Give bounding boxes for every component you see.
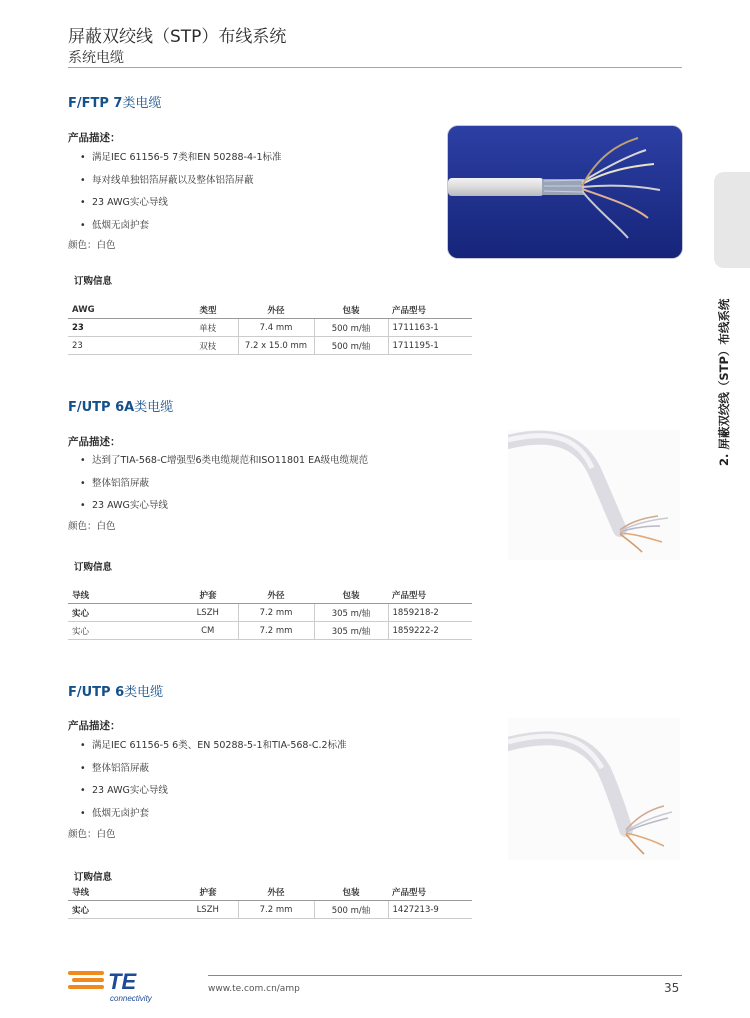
feature-item: • 整体铝箔屏蔽 bbox=[80, 763, 347, 786]
footer-url-link[interactable]: www.te.com.cn/amp bbox=[208, 984, 300, 994]
order-table bbox=[68, 587, 472, 640]
cable-illustration bbox=[508, 430, 680, 560]
table-cell: 7.2 mm bbox=[238, 901, 314, 919]
te-connectivity-logo[interactable] bbox=[68, 965, 168, 1005]
product-description-label: 产品描述： bbox=[68, 436, 121, 448]
page-title: 屏蔽双绞线（STP）布线系统 bbox=[68, 27, 287, 47]
table-cell: 1859222-2 bbox=[388, 622, 472, 640]
table-cell: 23 bbox=[68, 337, 178, 355]
feature-item: • 满足IEC 61156-5 7类和EN 50288-4-1标准 bbox=[80, 152, 282, 175]
color-info: 颜色：白色 bbox=[68, 829, 116, 840]
table-cell: LSZH bbox=[178, 604, 238, 622]
cable-illustration bbox=[508, 718, 680, 860]
col-header: 包装 bbox=[314, 884, 388, 901]
order-table bbox=[68, 884, 472, 919]
footer-divider bbox=[208, 975, 682, 976]
table-cell: 7.2 mm bbox=[238, 604, 314, 622]
te-logo-icon bbox=[68, 965, 168, 1005]
table-cell: LSZH bbox=[178, 901, 238, 919]
cable-photo-futp6a bbox=[508, 430, 680, 560]
cable-illustration bbox=[448, 126, 682, 258]
feature-item: • 低烟无卤护套 bbox=[80, 808, 347, 831]
order-info-label: 订购信息 bbox=[74, 562, 113, 573]
table-row bbox=[68, 319, 472, 337]
feature-item: • 23 AWG实心导线 bbox=[80, 197, 282, 220]
feature-item: • 每对线单独铝箔屏蔽以及整体铝箔屏蔽 bbox=[80, 175, 282, 198]
feature-item: • 23 AWG实心导线 bbox=[80, 500, 368, 523]
table-cell: 1427213-9 bbox=[388, 901, 472, 919]
table-header-row bbox=[68, 884, 472, 901]
col-header: 类型 bbox=[178, 302, 238, 319]
table-cell: 23 bbox=[68, 319, 178, 337]
table-cell: 实心 bbox=[68, 622, 178, 640]
table-cell: 305 m/轴 bbox=[314, 604, 388, 622]
table-row bbox=[68, 901, 472, 919]
product-description-label: 产品描述： bbox=[68, 720, 121, 732]
col-header: 产品型号 bbox=[388, 587, 472, 604]
feature-list bbox=[80, 740, 347, 830]
table-cell: CM bbox=[178, 622, 238, 640]
table-cell: 实心 bbox=[68, 901, 178, 919]
order-info-label: 订购信息 bbox=[74, 872, 113, 883]
feature-item: • 低烟无卤护套 bbox=[80, 220, 282, 243]
table-cell: 305 m/轴 bbox=[314, 622, 388, 640]
section-title-futp6a: F/UTP 6A类电缆 bbox=[68, 400, 174, 415]
cable-photo-ffftp bbox=[448, 126, 682, 258]
col-header: 外径 bbox=[238, 587, 314, 604]
section-title-ffftp7: F/FTP 7类电缆 bbox=[68, 96, 162, 111]
table-row bbox=[68, 622, 472, 640]
color-info: 颜色：白色 bbox=[68, 240, 116, 251]
col-header: 护套 bbox=[178, 884, 238, 901]
cable-photo-futp6 bbox=[508, 718, 680, 860]
col-header: AWG bbox=[68, 302, 178, 319]
col-header: 导线 bbox=[68, 884, 178, 901]
table-row bbox=[68, 604, 472, 622]
chapter-tab[interactable] bbox=[714, 172, 750, 268]
col-header: 外径 bbox=[238, 884, 314, 901]
feature-list bbox=[80, 152, 282, 242]
table-cell: 单枝 bbox=[178, 319, 238, 337]
table-cell: 双枝 bbox=[178, 337, 238, 355]
logo-wordmark: TE bbox=[108, 969, 137, 994]
table-cell: 500 m/轴 bbox=[314, 901, 388, 919]
feature-list bbox=[80, 455, 368, 523]
table-cell: 500 m/轴 bbox=[314, 337, 388, 355]
feature-item: • 整体铝箔屏蔽 bbox=[80, 478, 368, 501]
col-header: 包装 bbox=[314, 302, 388, 319]
table-cell: 实心 bbox=[68, 604, 178, 622]
table-row bbox=[68, 337, 472, 355]
logo-tagline: connectivity bbox=[110, 994, 152, 1003]
table-cell: 7.2 mm bbox=[238, 622, 314, 640]
section-title-futp6: F/UTP 6类电缆 bbox=[68, 685, 164, 700]
table-cell: 1711195-1 bbox=[388, 337, 472, 355]
order-table bbox=[68, 302, 472, 355]
table-cell: 7.4 mm bbox=[238, 319, 314, 337]
col-header: 导线 bbox=[68, 587, 178, 604]
table-cell: 1859218-2 bbox=[388, 604, 472, 622]
order-info-label: 订购信息 bbox=[74, 276, 113, 287]
color-info: 颜色：白色 bbox=[68, 521, 116, 532]
col-header: 包装 bbox=[314, 587, 388, 604]
col-header: 产品型号 bbox=[388, 302, 472, 319]
table-cell: 1711163-1 bbox=[388, 319, 472, 337]
header-divider bbox=[68, 67, 682, 68]
col-header: 护套 bbox=[178, 587, 238, 604]
feature-item: • 达到了TIA-568-C增强型6类电缆规范和ISO11801 EA级电缆规范 bbox=[80, 455, 368, 478]
col-header: 外径 bbox=[238, 302, 314, 319]
col-header: 产品型号 bbox=[388, 884, 472, 901]
product-description-label: 产品描述： bbox=[68, 132, 121, 144]
page-number: 35 bbox=[664, 981, 680, 995]
table-header-row bbox=[68, 587, 472, 604]
table-cell: 500 m/轴 bbox=[314, 319, 388, 337]
page-subtitle: 系统电缆 bbox=[68, 50, 124, 66]
feature-item: • 满足IEC 61156-5 6类、EN 50288-5-1和TIA-568-C.2标准 bbox=[80, 740, 347, 763]
feature-item: • 23 AWG实心导线 bbox=[80, 785, 347, 808]
table-cell: 7.2 x 15.0 mm bbox=[238, 337, 314, 355]
table-header-row bbox=[68, 302, 472, 319]
